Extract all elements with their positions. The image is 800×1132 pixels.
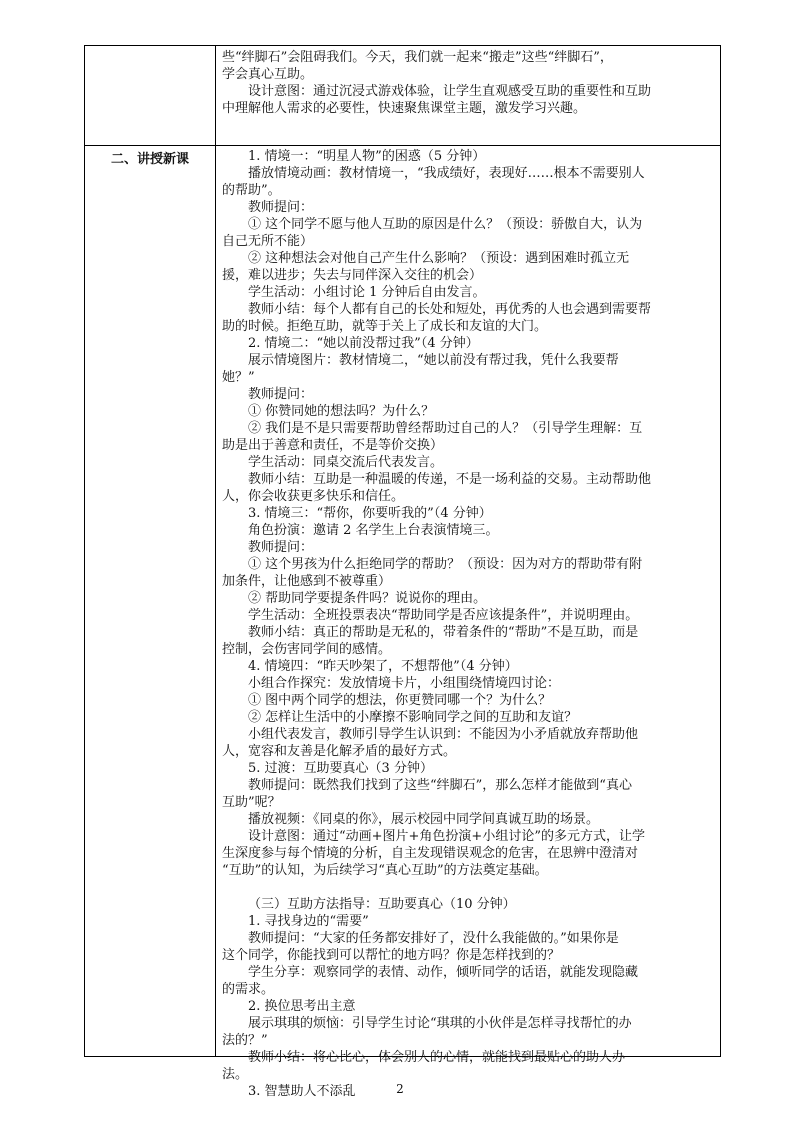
text-line: ② 我们是不是只需要帮助曾经帮助过自己的人？（引导学生理解：互 <box>248 421 643 436</box>
text-line: 4. 情境四：“昨天吵架了，不想帮他”（4 分钟） <box>248 659 518 674</box>
text-line: 角色扮演：邀请 2 名学生上台表演情境三。 <box>248 523 499 538</box>
text-line: （三）互助方法指导：互助要真心（10 分钟） <box>248 897 516 912</box>
text-line: 3. 情境三：“帮你，你要听我的”（4 分钟） <box>248 506 492 521</box>
text-line: 的帮助”。 <box>222 183 281 198</box>
text-line: 互助”呢？ <box>222 795 281 810</box>
text-line: 展示琪琪的烦恼：引导学生讨论“琪琪的小伙伴是怎样寻找帮忙的办 <box>248 1016 632 1031</box>
text-line: 教师提问： <box>248 200 314 215</box>
text-line: 学生分享：观察同学的表情、动作，倾听同学的话语，就能发现隐藏 <box>248 965 639 980</box>
text-line: 法的？” <box>222 1033 268 1048</box>
text-line: 3. 智慧助人不添乱 <box>248 1084 356 1099</box>
text-line: 些“绊脚石”会阻碍我们。今天，我们就一起来“搬走”这些“绊脚石”， <box>222 50 613 65</box>
text-line: 设计意图：通过沉浸式游戏体验，让学生直观感受互助的重要性和互助 <box>248 84 652 99</box>
text-line: 教师提问： <box>248 540 314 555</box>
text-line: 援，难以进步；失去与同伴深入交往的机会） <box>222 268 483 283</box>
text-line: ① 这个同学不愿与他人互助的原因是什么？（预设：骄傲自大，认为 <box>248 217 643 232</box>
text-line <box>216 879 720 896</box>
text-line: ② 帮助同学要提条件吗？说说你的理由。 <box>248 591 487 606</box>
text-line: 设计意图：通过“动画+图片+角色扮演+小组讨论”的多元方式，让学 <box>248 829 645 844</box>
text-line: 5. 过渡：互助要真心（3 分钟） <box>248 761 433 776</box>
text-line: 这个同学，你能找到可以帮忙的地方吗？你是怎样找到的？ <box>222 948 561 963</box>
text-line: 人，宽容和友善是化解矛盾的最好方式。 <box>222 744 457 759</box>
text-line: 助的时候。拒绝互助，就等于关上了成长和友谊的大门。 <box>222 319 548 334</box>
text-line: 1. 寻找身边的“需要” <box>248 914 369 929</box>
text-line: 她？” <box>222 370 255 385</box>
text-line: 中理解他人需求的必要性，快速聚焦课堂主题，激发学习兴趣。 <box>222 101 587 116</box>
text-line: ② 怎样让生活中的小摩擦不影响同学之间的互助和友谊？ <box>248 710 578 725</box>
text-line: 生深度参与每个情境的分析，自主发现错误观念的危害，在思辨中澄清对 <box>222 846 639 861</box>
lesson-plan-table <box>84 45 721 1099</box>
intro-cell <box>216 49 720 117</box>
page-number: 2 <box>396 1082 404 1096</box>
text-line: 学会真心互助。 <box>222 67 314 82</box>
text-line: ① 这个男孩为什么拒绝同学的帮助？（预设：因为对方的帮助带有附 <box>248 557 643 572</box>
text-line: 助是出于善意和责任，不是等价交换） <box>222 438 444 453</box>
section-label: 二、讲授新课 <box>110 152 189 167</box>
text-line: “互助”的认知，为后续学习“真心互助”的方法奠定基础。 <box>222 863 548 878</box>
text-line: 人，你会收获更多快乐和信任。 <box>222 489 405 504</box>
text-line: 2. 情境二：“她以前没帮过我”（4 分钟） <box>248 336 479 351</box>
text-line: ① 图中两个同学的想法，你更赞同哪一个？为什么？ <box>248 693 552 708</box>
text-line: 学生活动：同桌交流后代表发言。 <box>248 455 444 470</box>
text-line: 展示情境图片：教材情境二，“她以前没有帮过我，凭什么我要帮 <box>248 353 619 368</box>
teaching-content-cell <box>216 148 720 1100</box>
text-line: 播放情境动画：教材情境一，“我成绩好，表现好……根本不需要别人 <box>248 166 645 181</box>
text-line: 1. 情境一：“明星人物”的困惑（5 分钟） <box>248 149 486 164</box>
text-line: 教师提问： <box>248 387 314 402</box>
text-line: 小组合作探究：发放情境卡片，小组围绕情境四讨论： <box>248 676 561 691</box>
text-line: 教师小结：真正的帮助是无私的，带着条件的“帮助”不是互助，而是 <box>248 625 639 640</box>
text-line: 2. 换位思考出主意 <box>248 999 356 1014</box>
text-line: 教师小结：将心比心，体会别人的心情，就能找到最贴心的助人办 <box>248 1050 626 1065</box>
text-line: ② 这种想法会对他自己产生什么影响？（预设：遇到困难时孤立无 <box>248 251 630 266</box>
text-line: 自己无所不能） <box>222 234 314 249</box>
text-line: 法。 <box>222 1067 249 1082</box>
text-line: 学生活动：全班投票表决“帮助同学是否应该提条件”，并说明理由。 <box>248 608 639 623</box>
text-line: 控制，会伤害同学间的感情。 <box>222 642 392 657</box>
text-line: 的需求。 <box>222 982 275 997</box>
text-line: 学生活动：小组讨论 1 分钟后自由发言。 <box>248 285 486 300</box>
text-line: 加条件，让他感到不被尊重） <box>222 574 392 589</box>
text-line: 播放视频：《同桌的你》，展示校园中同学间真诚互助的场景。 <box>248 812 600 827</box>
text-line: 小组代表发言，教师引导学生认识到：不能因为小矛盾就放弃帮助他 <box>248 727 639 742</box>
row-divider <box>85 145 720 146</box>
text-line: 教师提问：既然我们找到了这些“绊脚石”，那么怎样才能做到“真心 <box>248 778 632 793</box>
text-line: ① 你赞同她的想法吗？为什么？ <box>248 404 435 419</box>
text-line: 教师小结：互助是一种温暖的传递，不是一场利益的交易。主动帮助他 <box>248 472 652 487</box>
text-line: 教师小结：每个人都有自己的长处和短处，再优秀的人也会遇到需要帮 <box>248 302 652 317</box>
text-line: 教师提问：“大家的任务都安排好了，没什么我能做的。”如果你是 <box>248 931 619 946</box>
